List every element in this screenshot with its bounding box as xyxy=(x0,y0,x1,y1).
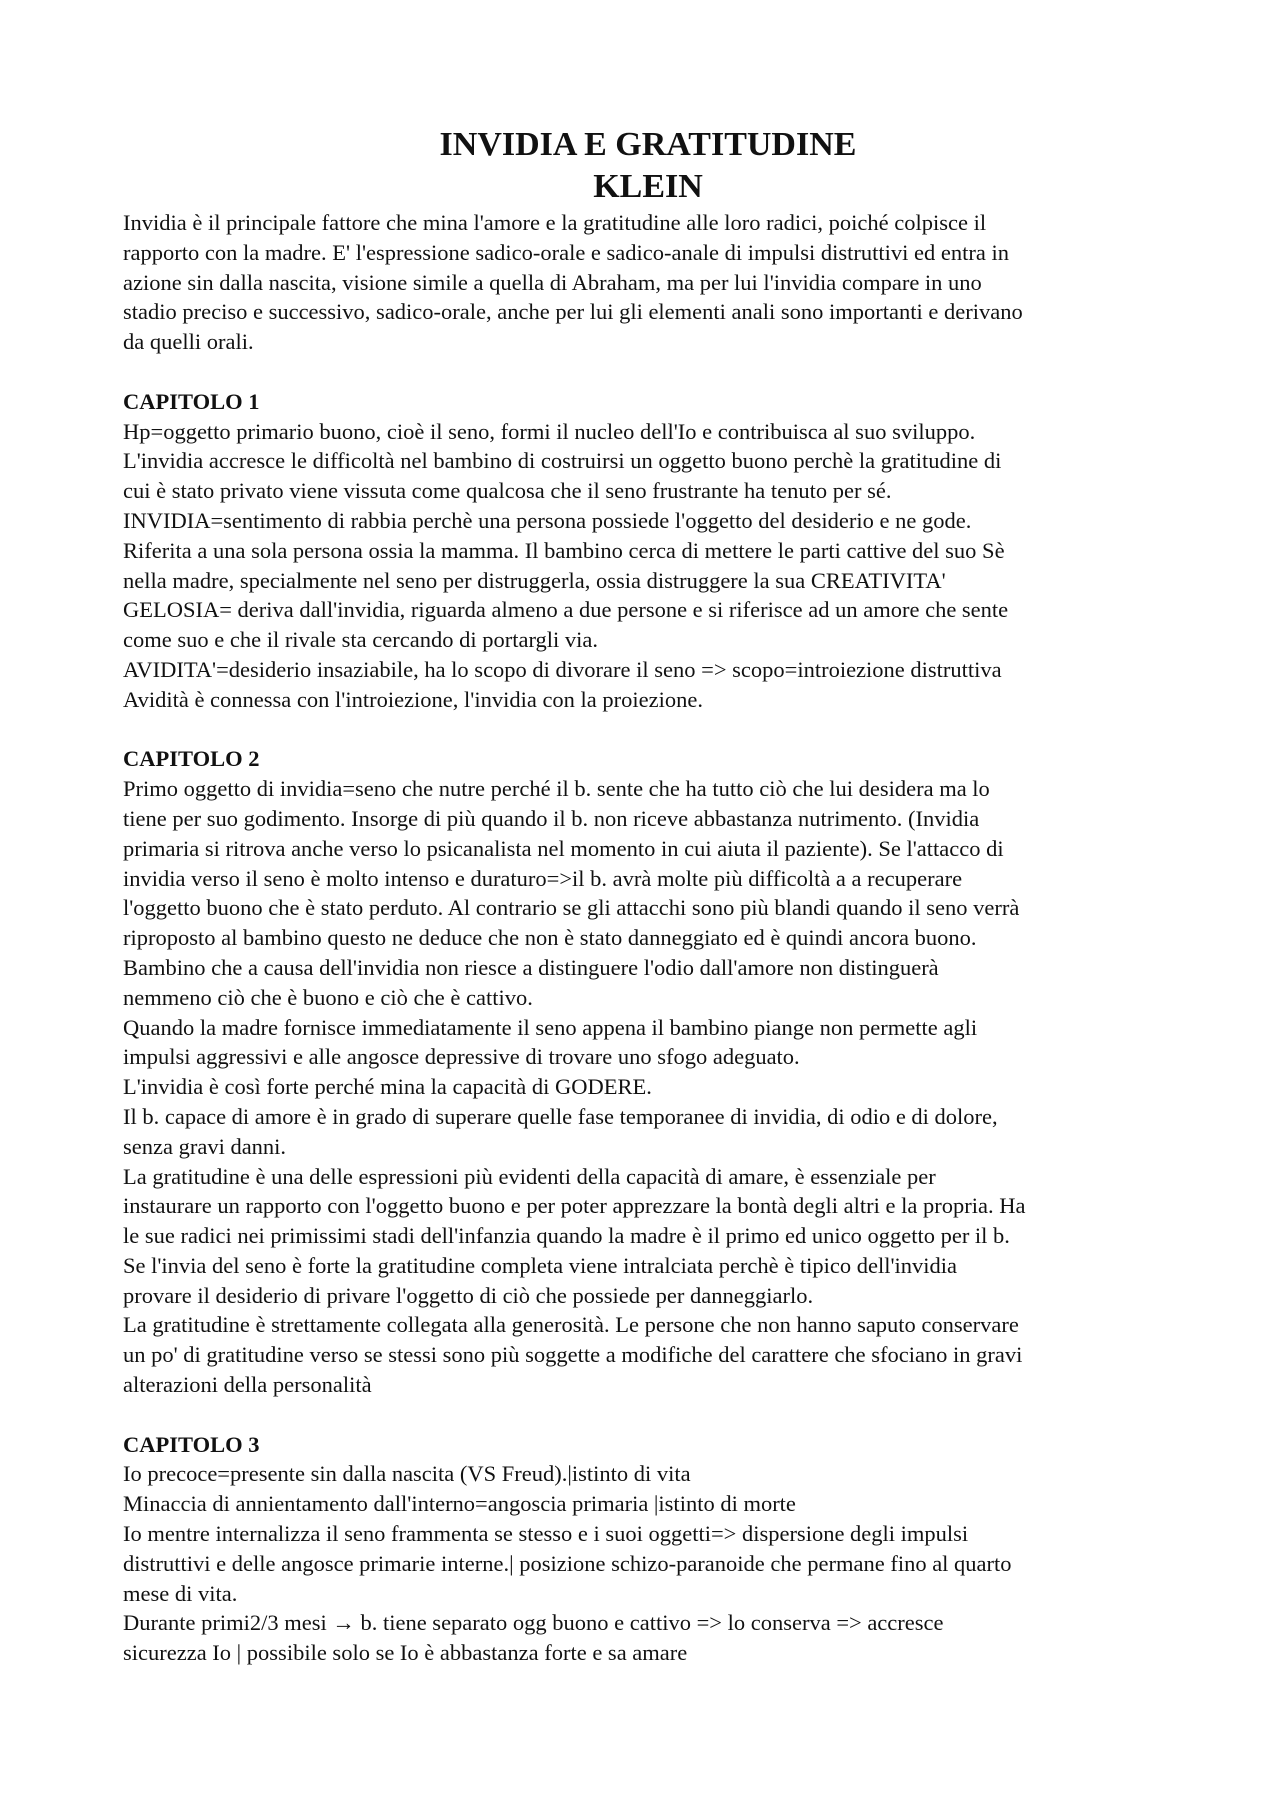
text-line: Bambino che a causa dell'invidia non riesce a distinguere l'odio dall'amore non distinguerà xyxy=(123,954,939,980)
text-line: sicurezza Io | possibile solo se Io è abbastanza forte e sa amare xyxy=(123,1640,688,1666)
section-text xyxy=(123,417,1173,715)
text-line: provare il desiderio di privare l'oggetto di ciò che possiede per danneggiarlo. xyxy=(123,1282,814,1308)
text-line: le sue radici nei primissimi stadi dell'infanzia quando la madre è il primo ed unico oggetto per il b. xyxy=(123,1223,1010,1249)
text-line: alterazioni della personalità xyxy=(123,1372,372,1398)
section-capitolo-2 xyxy=(123,744,1173,1400)
text-line: mese di vita. xyxy=(123,1580,238,1606)
text-line: riproposto al bambino questo ne deduce che non è stato danneggiato ed è quindi ancora buono. xyxy=(123,925,977,951)
text-line: Hp=oggetto primario buono, cioè il seno, formi il nucleo dell'Io e contribuisca al suo sviluppo. xyxy=(123,418,976,444)
text-line: primaria si ritrova anche verso lo psicanalista nel momento in cui aiuta il paziente). Se l'attacco di xyxy=(123,835,1004,861)
text-line: L'invidia è così forte perché mina la capacità di GODERE. xyxy=(123,1074,652,1100)
text-line: nella madre, specialmente nel seno per distruggerla, ossia distruggere la sua CREATIVITA' xyxy=(123,567,946,593)
text-line: Invidia è il principale fattore che mina l'amore e la gratitudine alle loro radici, poiché colpisce il xyxy=(123,210,987,235)
text-line: Primo oggetto di invidia=seno che nutre perché il b. sente che ha tutto ciò che lui desidera ma lo xyxy=(123,776,990,802)
text-line: AVIDITA'=desiderio insaziabile, ha lo scopo di divorare il seno => scopo=introiezione distruttiva xyxy=(123,656,1002,682)
document-body xyxy=(123,124,1173,1668)
text-line: nemmeno ciò che è buono e ciò che è cattivo. xyxy=(123,984,533,1010)
text-line: azione sin dalla nascita, visione simile a quella di Abraham, ma per lui l'invidia compare in uno xyxy=(123,269,982,295)
text-line: L'invidia accresce le difficoltà nel bambino di costruirsi un oggetto buono perchè la gratitudine di xyxy=(123,448,1002,474)
text-line: impulsi aggressivi e alle angosce depressive di trovare uno sfogo adeguato. xyxy=(123,1044,800,1070)
text-line: Durante primi2/3 mesi → b. tiene separato ogg buono e cattivo => lo conserva => accresce xyxy=(123,1610,944,1636)
text-line: Riferita a una sola persona ossia la mamma. Il bambino cerca di mettere le parti cattive del suo Sè xyxy=(123,537,1005,563)
intro-paragraph xyxy=(123,208,1173,357)
text-line: Io precoce=presente sin dalla nascita (VS Freud).|istinto di vita xyxy=(123,1461,691,1487)
title-line: INVIDIA E GRATITUDINE xyxy=(439,126,857,163)
text-line: stadio preciso e successivo, sadico-orale, anche per lui gli elementi anali sono importanti e derivano xyxy=(123,299,1023,325)
section-text xyxy=(123,1459,1173,1668)
text-line: rapporto con la madre. E' l'espressione sadico-orale e sadico-anale di impulsi distruttivi ed entra in xyxy=(123,239,1009,265)
text-line: Io mentre internalizza il seno frammenta se stesso e i suoi oggetti=> dispersione degli impulsi xyxy=(123,1521,969,1547)
text-line: La gratitudine è strettamente collegata alla generosità. Le persone che non hanno saputo conservare xyxy=(123,1312,1019,1338)
text-line: cui è stato privato viene vissuta come qualcosa che il seno frustrante ha tenuto per sé. xyxy=(123,478,892,504)
section-heading: CAPITOLO 2 xyxy=(123,746,260,772)
text-line: da quelli orali. xyxy=(123,329,254,355)
text-line: La gratitudine è una delle espressioni più evidenti della capacità di amare, è essenziale per xyxy=(123,1163,936,1189)
text-line: un po' di gratitudine verso se stessi sono più soggette a modifiche del carattere che sfociano in gravi xyxy=(123,1342,1023,1368)
text-line: INVIDIA=sentimento di rabbia perchè una persona possiede l'oggetto del desiderio e ne gode. xyxy=(123,507,972,533)
text-line: Il b. capace di amore è in grado di superare quelle fase temporanee di invidia, di odio e di dolore, xyxy=(123,1103,998,1129)
text-line: Quando la madre fornisce immediatamente il seno appena il bambino piange non permette agli xyxy=(123,1014,978,1040)
text-line: invidia verso il seno è molto intenso e duraturo=>il b. avrà molte più difficoltà a a recuperare xyxy=(123,865,963,891)
document-title xyxy=(123,124,1173,208)
text-line: distruttivi e delle angosce primarie interne.| posizione schizo-paranoide che permane fino al quarto xyxy=(123,1550,1012,1576)
section-heading: CAPITOLO 1 xyxy=(123,388,260,414)
text-line: l'oggetto buono che è stato perduto. Al contrario se gli attacchi sono più blandi quando il seno verrà xyxy=(123,895,1020,921)
text-line: come suo e che il rivale sta cercando di portargli via. xyxy=(123,627,599,653)
section-capitolo-3 xyxy=(123,1430,1173,1668)
text-line: tiene per suo godimento. Insorge di più quando il b. non riceve abbastanza nutrimento. (Invidia xyxy=(123,805,980,831)
subtitle-line: KLEIN xyxy=(593,168,703,205)
text-line: GELOSIA= deriva dall'invidia, riguarda almeno a due persone e si riferisce ad un amore che sente xyxy=(123,597,1009,623)
text-line: Minaccia di annientamento dall'interno=angoscia primaria |istinto di morte xyxy=(123,1491,796,1517)
text-line: Avidità è connessa con l'introiezione, l'invidia con la proiezione. xyxy=(123,686,704,712)
text-line: senza gravi danni. xyxy=(123,1133,287,1159)
section-heading: CAPITOLO 3 xyxy=(123,1431,260,1457)
section-capitolo-1 xyxy=(123,387,1173,715)
text-line: Se l'invia del seno è forte la gratitudine completa viene intralciata perchè è tipico dell'invidia xyxy=(123,1252,958,1278)
text-line: instaurare un rapporto con l'oggetto buono e per poter apprezzare la bontà degli altri e la propria. Ha xyxy=(123,1193,1026,1219)
section-text xyxy=(123,774,1173,1400)
